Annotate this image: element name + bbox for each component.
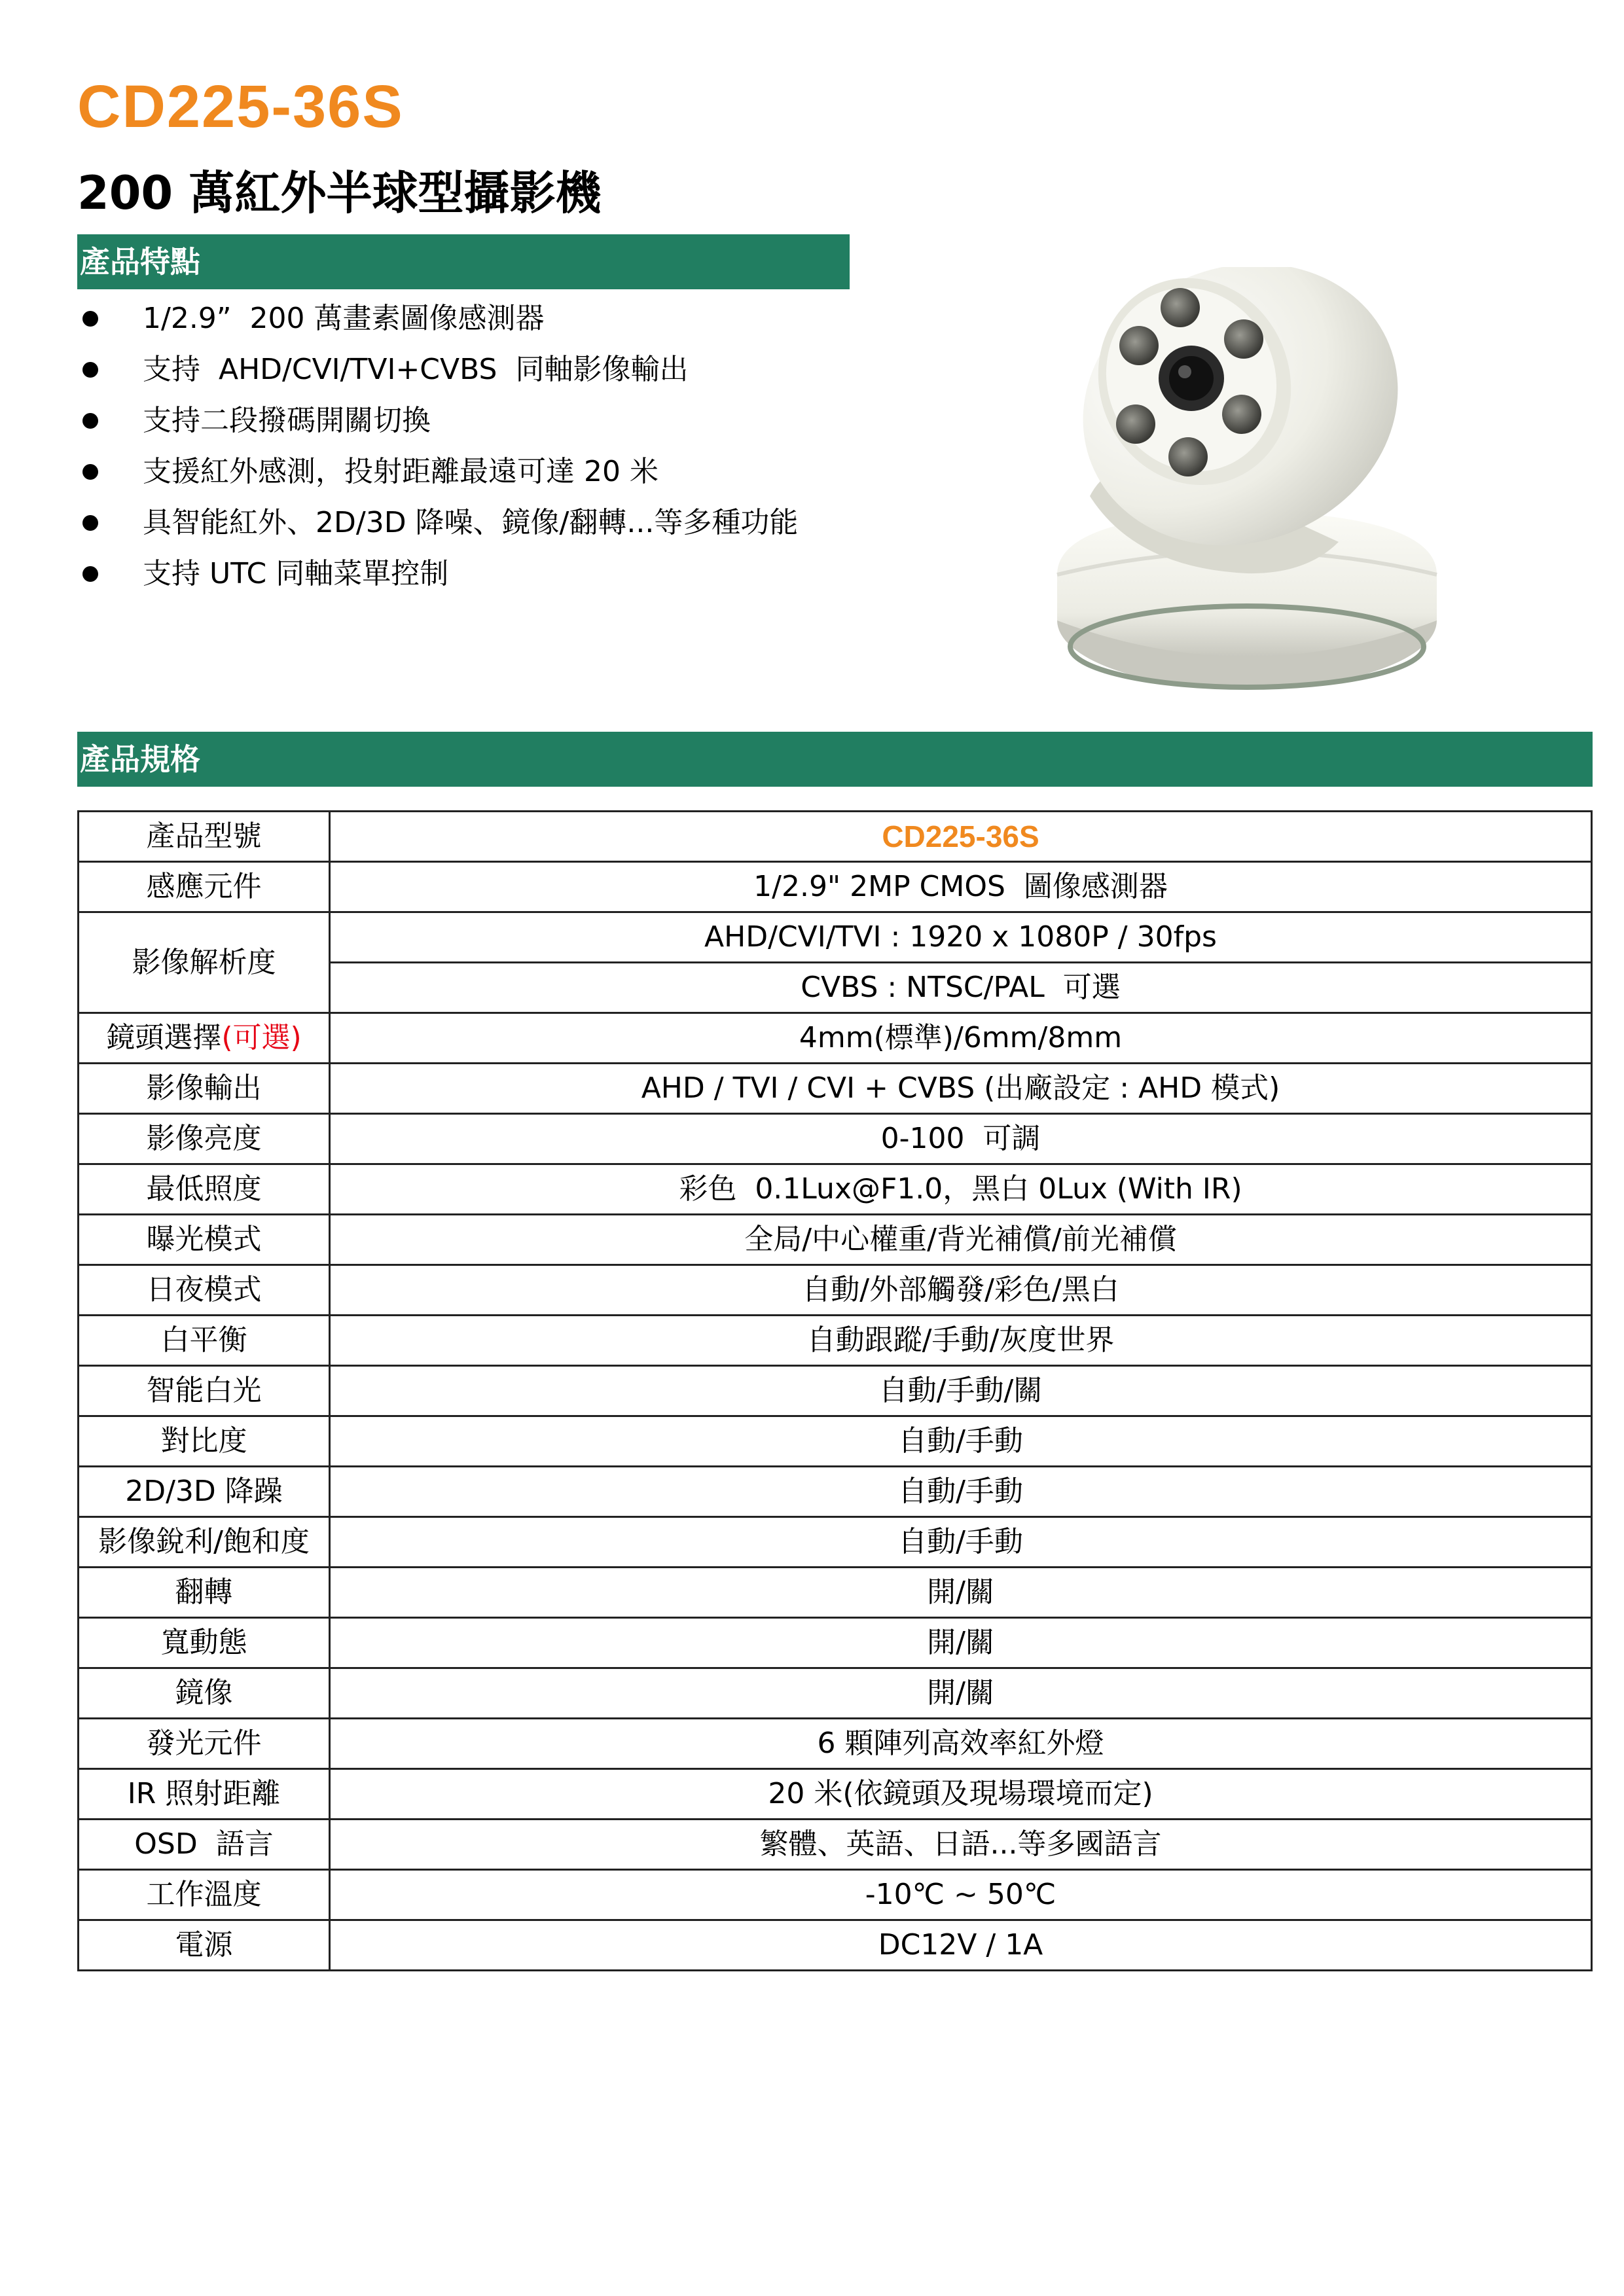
spec-label: 曝光模式	[79, 1215, 330, 1265]
spec-value: 全局/中心權重/背光補償/前光補償	[330, 1215, 1592, 1265]
specs-section-header: 產品規格	[77, 732, 1593, 787]
spec-value: 自動/手動	[330, 1517, 1592, 1568]
spec-value: 自動/手動/關	[330, 1366, 1592, 1416]
spec-label-text: 鏡頭選擇	[106, 1021, 222, 1054]
product-model-title: CD225-36S	[77, 73, 404, 140]
spec-value: 0-100 可調	[330, 1114, 1592, 1164]
table-row	[79, 1013, 1592, 1064]
table-row	[79, 1920, 1592, 1971]
table-row	[79, 1517, 1592, 1568]
spec-value: 1/2.9" 2MP CMOS 圖像感測器	[330, 862, 1592, 912]
table-row	[79, 1870, 1592, 1920]
spec-label: 影像輸出	[79, 1064, 330, 1114]
table-row	[79, 912, 1592, 963]
spec-label	[79, 1013, 330, 1064]
spec-label: IR 照射距離	[79, 1769, 330, 1820]
spec-label: 產品型號	[79, 812, 330, 862]
feature-item	[79, 344, 798, 395]
feature-item	[79, 446, 798, 497]
feature-text: 支持 UTC 同軸菜單控制	[143, 557, 449, 590]
dome-camera-image	[1031, 267, 1450, 712]
feature-item	[79, 293, 798, 344]
table-row	[79, 1164, 1592, 1215]
spec-value: 開/關	[330, 1618, 1592, 1668]
spec-value: 開/關	[330, 1568, 1592, 1618]
bullet-icon	[82, 464, 98, 480]
optional-note: (可選)	[221, 1021, 302, 1054]
table-row	[79, 1064, 1592, 1114]
spec-label: OSD 語言	[79, 1820, 330, 1870]
feature-text: 支持 AHD/CVI/TVI+CVBS 同軸影像輸出	[143, 353, 689, 386]
spec-label: 感應元件	[79, 862, 330, 912]
feature-text: 1/2.9” 200 萬畫素圖像感測器	[143, 302, 545, 335]
table-row	[79, 1820, 1592, 1870]
spec-label: 發光元件	[79, 1719, 330, 1769]
spec-value: 4mm(標準)/6mm/8mm	[330, 1013, 1592, 1064]
feature-item	[79, 548, 798, 600]
spec-label: 工作溫度	[79, 1870, 330, 1920]
spec-label: 寬動態	[79, 1618, 330, 1668]
feature-text: 支持二段撥碼開關切換	[143, 404, 431, 437]
bullet-icon	[82, 362, 98, 378]
spec-label: 影像解析度	[79, 912, 330, 1013]
spec-label: 影像銳利/飽和度	[79, 1517, 330, 1568]
table-row	[79, 1719, 1592, 1769]
table-row	[79, 1769, 1592, 1820]
spec-value: -10℃ ~ 50℃	[330, 1870, 1592, 1920]
spec-value: DC12V / 1A	[330, 1920, 1592, 1971]
spec-value: 6 顆陣列高效率紅外燈	[330, 1719, 1592, 1769]
spec-value: CD225-36S	[330, 812, 1592, 862]
spec-label: 影像亮度	[79, 1114, 330, 1164]
feature-item	[79, 395, 798, 446]
spec-label: 智能白光	[79, 1366, 330, 1416]
feature-text: 具智能紅外、2D/3D 降噪、鏡像/翻轉...等多種功能	[143, 506, 799, 539]
bullet-icon	[82, 515, 98, 531]
spec-label: 對比度	[79, 1416, 330, 1467]
feature-text: 支援紅外感測，投射距離最遠可達 20 米	[143, 455, 659, 488]
table-row	[79, 1668, 1592, 1719]
features-list	[79, 293, 798, 600]
bullet-icon	[82, 311, 98, 327]
table-row	[79, 862, 1592, 912]
specs-table	[77, 810, 1593, 1971]
spec-label: 日夜模式	[79, 1265, 330, 1316]
spec-label: 最低照度	[79, 1164, 330, 1215]
spec-label: 電源	[79, 1920, 330, 1971]
bullet-icon	[82, 566, 98, 582]
spec-label: 鏡像	[79, 1668, 330, 1719]
table-row	[79, 1366, 1592, 1416]
table-row	[79, 1618, 1592, 1668]
table-row	[79, 1316, 1592, 1366]
spec-value: AHD / TVI / CVI + CVBS (出廠設定 : AHD 模式)	[330, 1064, 1592, 1114]
spec-value: 彩色 0.1Lux@F1.0，黑白 0Lux (With IR)	[330, 1164, 1592, 1215]
spec-label: 翻轉	[79, 1568, 330, 1618]
spec-value: AHD/CVI/TVI : 1920 x 1080P / 30fps	[330, 912, 1592, 963]
spec-value: 自動跟蹤/手動/灰度世界	[330, 1316, 1592, 1366]
spec-label: 2D/3D 降躁	[79, 1467, 330, 1517]
table-row	[79, 1467, 1592, 1517]
product-subtitle: 200 萬紅外半球型攝影機	[77, 166, 602, 220]
spec-value: 自動/外部觸發/彩色/黑白	[330, 1265, 1592, 1316]
spec-value: 開/關	[330, 1668, 1592, 1719]
spec-value: 自動/手動	[330, 1467, 1592, 1517]
table-row	[79, 1215, 1592, 1265]
spec-value: CVBS : NTSC/PAL 可選	[330, 963, 1592, 1013]
table-row	[79, 1265, 1592, 1316]
spec-label: 白平衡	[79, 1316, 330, 1366]
spec-value: 繁體、英語、日語...等多國語言	[330, 1820, 1592, 1870]
spec-value: 20 米(依鏡頭及現場環境而定)	[330, 1769, 1592, 1820]
table-row	[79, 1114, 1592, 1164]
feature-item	[79, 497, 798, 548]
spec-value: 自動/手動	[330, 1416, 1592, 1467]
table-row	[79, 1568, 1592, 1618]
table-row	[79, 1416, 1592, 1467]
bullet-icon	[82, 413, 98, 429]
features-section-header: 產品特點	[77, 234, 850, 289]
table-row	[79, 812, 1592, 862]
